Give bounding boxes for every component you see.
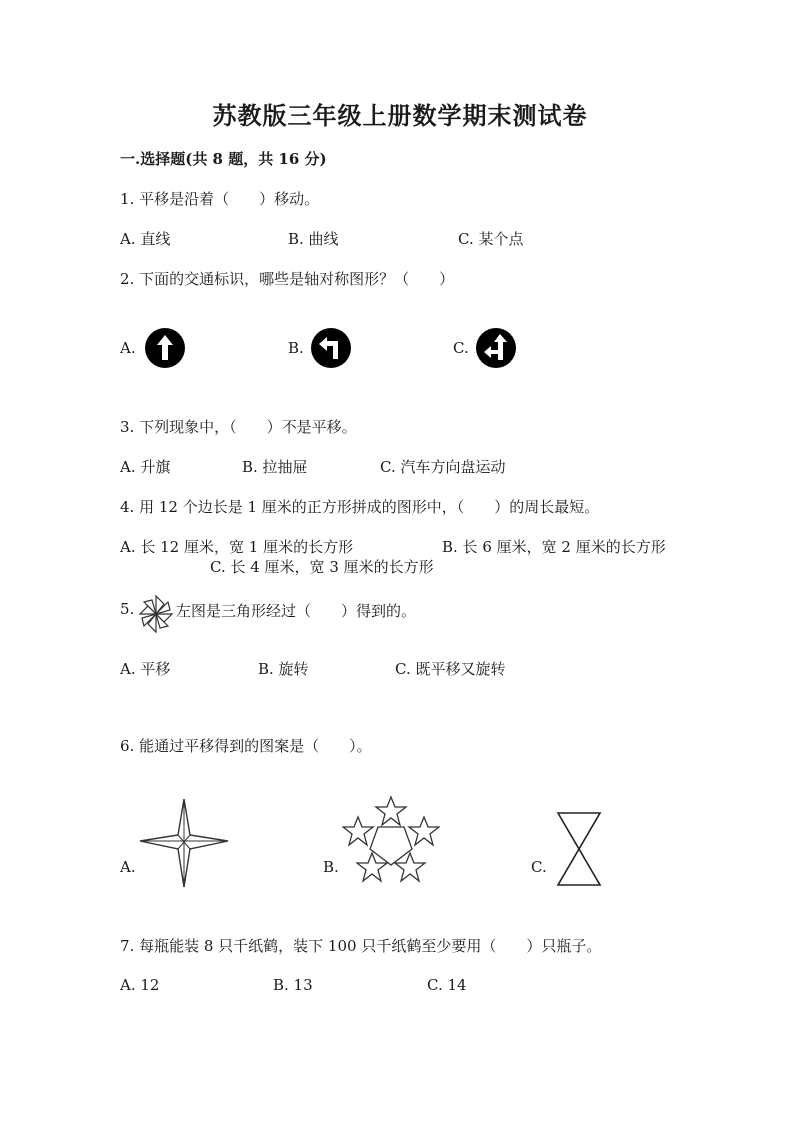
section-heading: 一.选择题(共 8 题，共 16 分)	[120, 150, 327, 168]
pinwheel-triangles-icon	[138, 594, 174, 634]
q5-option-a[interactable]: A. 平移	[120, 660, 171, 678]
five-stars-pentagon-icon	[342, 793, 440, 887]
question-3: 3. 下列现象中，（ ）不是平移。	[120, 418, 357, 436]
q4-option-c[interactable]: C. 长 4 厘米，宽 3 厘米的长方形	[210, 558, 434, 576]
four-point-star-icon	[138, 797, 230, 889]
straight-or-left-arrow-sign-icon	[475, 327, 517, 369]
q6-option-c[interactable]: C.	[531, 858, 547, 876]
q2-option-b[interactable]: B.	[288, 339, 304, 357]
q2-option-c[interactable]: C.	[453, 339, 469, 357]
q7-option-c[interactable]: C. 14	[427, 976, 467, 994]
question-1: 1. 平移是沿着（ ）移动。	[120, 190, 320, 208]
left-turn-arrow-sign-icon	[310, 327, 352, 369]
q4-option-b[interactable]: B. 长 6 厘米，宽 2 厘米的长方形	[442, 538, 666, 556]
q3-option-a[interactable]: A. 升旗	[120, 458, 171, 476]
q7-option-a[interactable]: A. 12	[120, 976, 160, 994]
question-5: 左图是三角形经过（ ）得到的。	[176, 602, 417, 620]
q3-option-b[interactable]: B. 拉抽屉	[242, 458, 308, 476]
q1-option-a[interactable]: A. 直线	[120, 230, 171, 248]
q6-option-a[interactable]: A.	[120, 858, 136, 876]
q5-option-b[interactable]: B. 旋转	[258, 660, 309, 678]
q1-option-c[interactable]: C. 某个点	[458, 230, 524, 248]
q5-option-c[interactable]: C. 既平移又旋转	[395, 660, 506, 678]
q7-option-b[interactable]: B. 13	[273, 976, 313, 994]
question-4: 4. 用 12 个边长是 1 厘米的正方形拼成的图形中，（ ）的周长最短。	[120, 498, 600, 516]
q3-option-c[interactable]: C. 汽车方向盘运动	[380, 458, 506, 476]
page-title: 苏教版三年级上册数学期末测试卷	[212, 101, 588, 130]
question-7: 7. 每瓶能装 8 只千纸鹤，装下 100 只千纸鹤至少要用（ ）只瓶子。	[120, 937, 602, 955]
hourglass-triangles-icon	[556, 810, 602, 888]
question-5-number: 5.	[120, 600, 135, 618]
q6-option-b[interactable]: B.	[323, 858, 339, 876]
q2-option-a[interactable]: A.	[120, 339, 136, 357]
q4-option-a[interactable]: A. 长 12 厘米，宽 1 厘米的长方形	[120, 538, 354, 556]
question-2: 2. 下面的交通标识，哪些是轴对称图形？（ ）	[120, 270, 455, 288]
question-6: 6. 能通过平移得到的图案是（ ）。	[120, 737, 372, 755]
straight-arrow-sign-icon	[144, 327, 186, 369]
q1-option-b[interactable]: B. 曲线	[288, 230, 339, 248]
